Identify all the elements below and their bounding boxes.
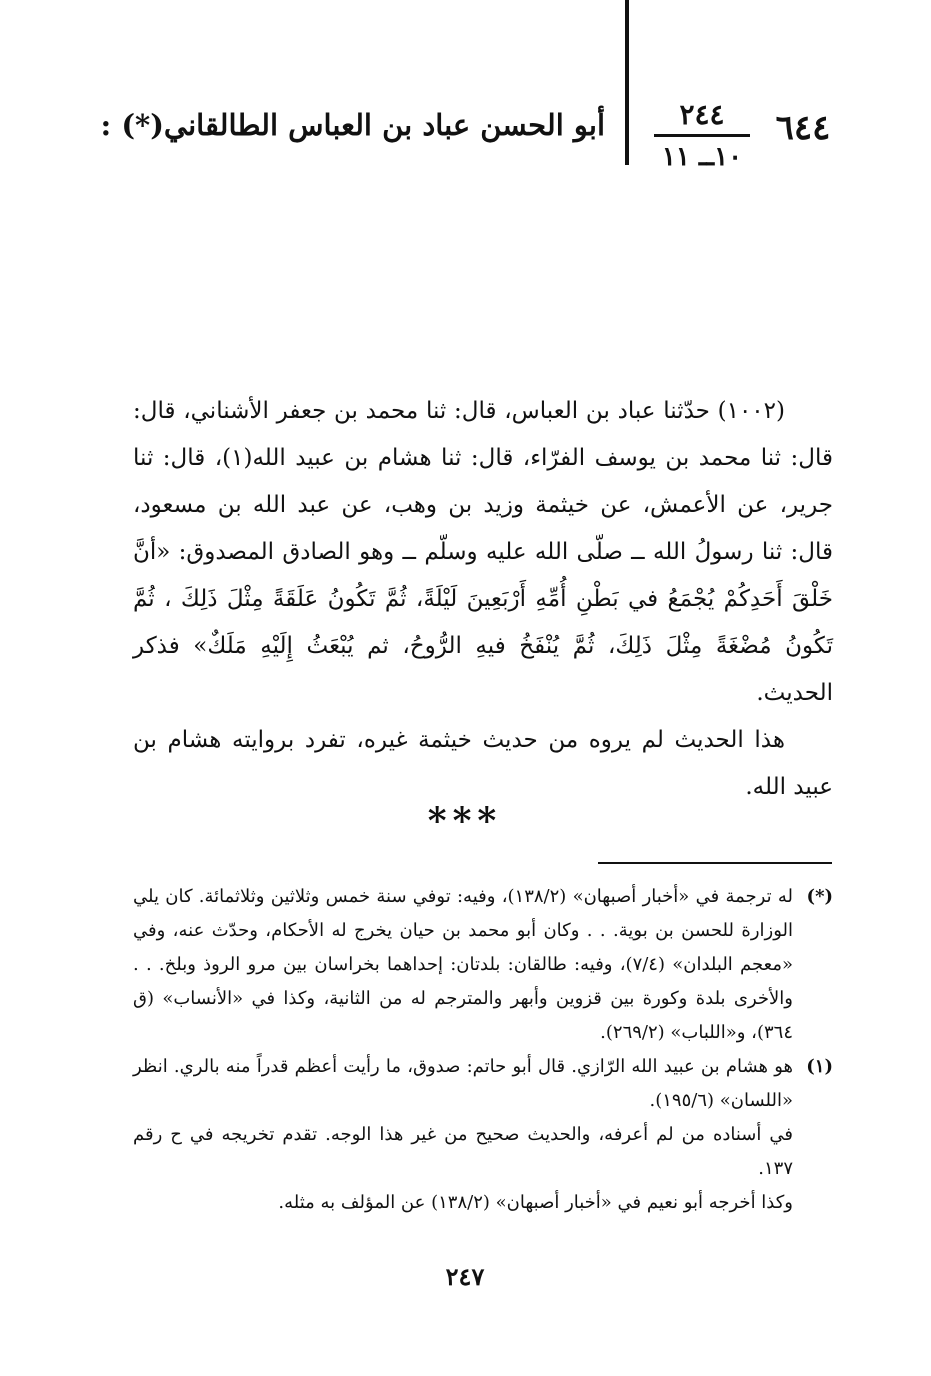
footnote-rule <box>598 862 832 864</box>
fraction-denominator: ١٠ــ ١١ <box>661 142 743 172</box>
commentary-paragraph: هذا الحديث لم يروه من حديث خيثمة غيره، تفرد بروايته هشام بن عبيد الله. <box>133 727 833 800</box>
footnote-text: له ترجمة في «أخبار أصبهان» (١٣٨/٢)، وفيه: توفي سنة خمس وثلاثين وثلاثمائة. كان يلي الوزارة للحسن بن بوية. . . وكان أبو محمد بن حيان يخرج له الأحكام، وحدّث عنه، وفي «معجم البلدان» (٧/٤)، وفيه: طالقان: بلدتان: إحداهما بخراسان بين مرو الروذ وبلخ. . . والأخرى بلدة وكورة بين قزوين وأبهر والمترجم له من الثانية، وكذا في «الأنساب» (ق ٣٦٤)، و«اللباب» (٢٦٩/٢). <box>133 886 793 1043</box>
footnote-star <box>133 880 833 1050</box>
fraction-numerator: ٢٤٤ <box>679 98 725 131</box>
header-divider <box>625 0 629 165</box>
footnote-marker: (*) <box>806 886 833 907</box>
footnotes <box>133 880 833 1220</box>
volume-page-fraction <box>652 98 752 173</box>
page-number: ٢٤٧ <box>445 1262 485 1291</box>
section-heading: أبو الحسن عباد بن العباس الطالقاني(*) : <box>100 108 605 142</box>
footnote-marker: (١) <box>806 1056 833 1077</box>
main-text <box>133 388 833 811</box>
entry-number: ٦٤٤ <box>775 108 831 148</box>
footnote-text: هو هشام بن عبيد الله الرّازي. قال أبو حاتم: صدوق، ما رأيت أعظم قدراً منه بالري. انظر «اللسان» (١٩٥/٦). <box>133 1056 793 1111</box>
footnote-1-continuation: في أسناده من لم أعرفه، والحديث صحيح من غير هذا الوجه. تقدم تخريجه في ح رقم ١٣٧. <box>133 1124 793 1179</box>
section-separator: *** <box>427 800 503 842</box>
hadith-paragraph: (١٠٠٢) حدّثنا عباد بن العباس، قال: ثنا محمد بن جعفر الأشناني، قال: قال: ثنا محمد بن يوسف الفرّاء، قال: ثنا هشام بن عبيد الله(١)، قال: ثنا جرير، عن الأعمش، عن خيثمة وزيد بن وهب، عن عبد الله بن مسعود، قال: ثنا رسولُ الله ــ صلّى الله عليه وسلّم ــ وهو الصادق المصدوق: «أنَّ خَلْقَ أَحَدِكُمْ يُجْمَعُ في بَطْنِ أُمِّهِ أَرْبَعِينَ لَيْلَةً، ثُمَّ تَكُونُ عَلَقَةً مِثْلَ ذَلِكَ ، ثُمَّ تَكُونُ مُضْغَةً مِثْلَ ذَلِكَ، ثُمَّ يُنْفَخُ فيهِ الرُّوحُ، ثم يُبْعَثُ إِلَيْهِ مَلَكٌ» فذكر الحديث. <box>133 398 833 706</box>
footnote-1 <box>133 1050 833 1118</box>
footnote-1-continuation: وكذا أخرجه أبو نعيم في «أخبار أصبهان» (١٣٨/٢) عن المؤلف به مثله. <box>278 1192 793 1213</box>
fraction-bar <box>654 134 750 137</box>
